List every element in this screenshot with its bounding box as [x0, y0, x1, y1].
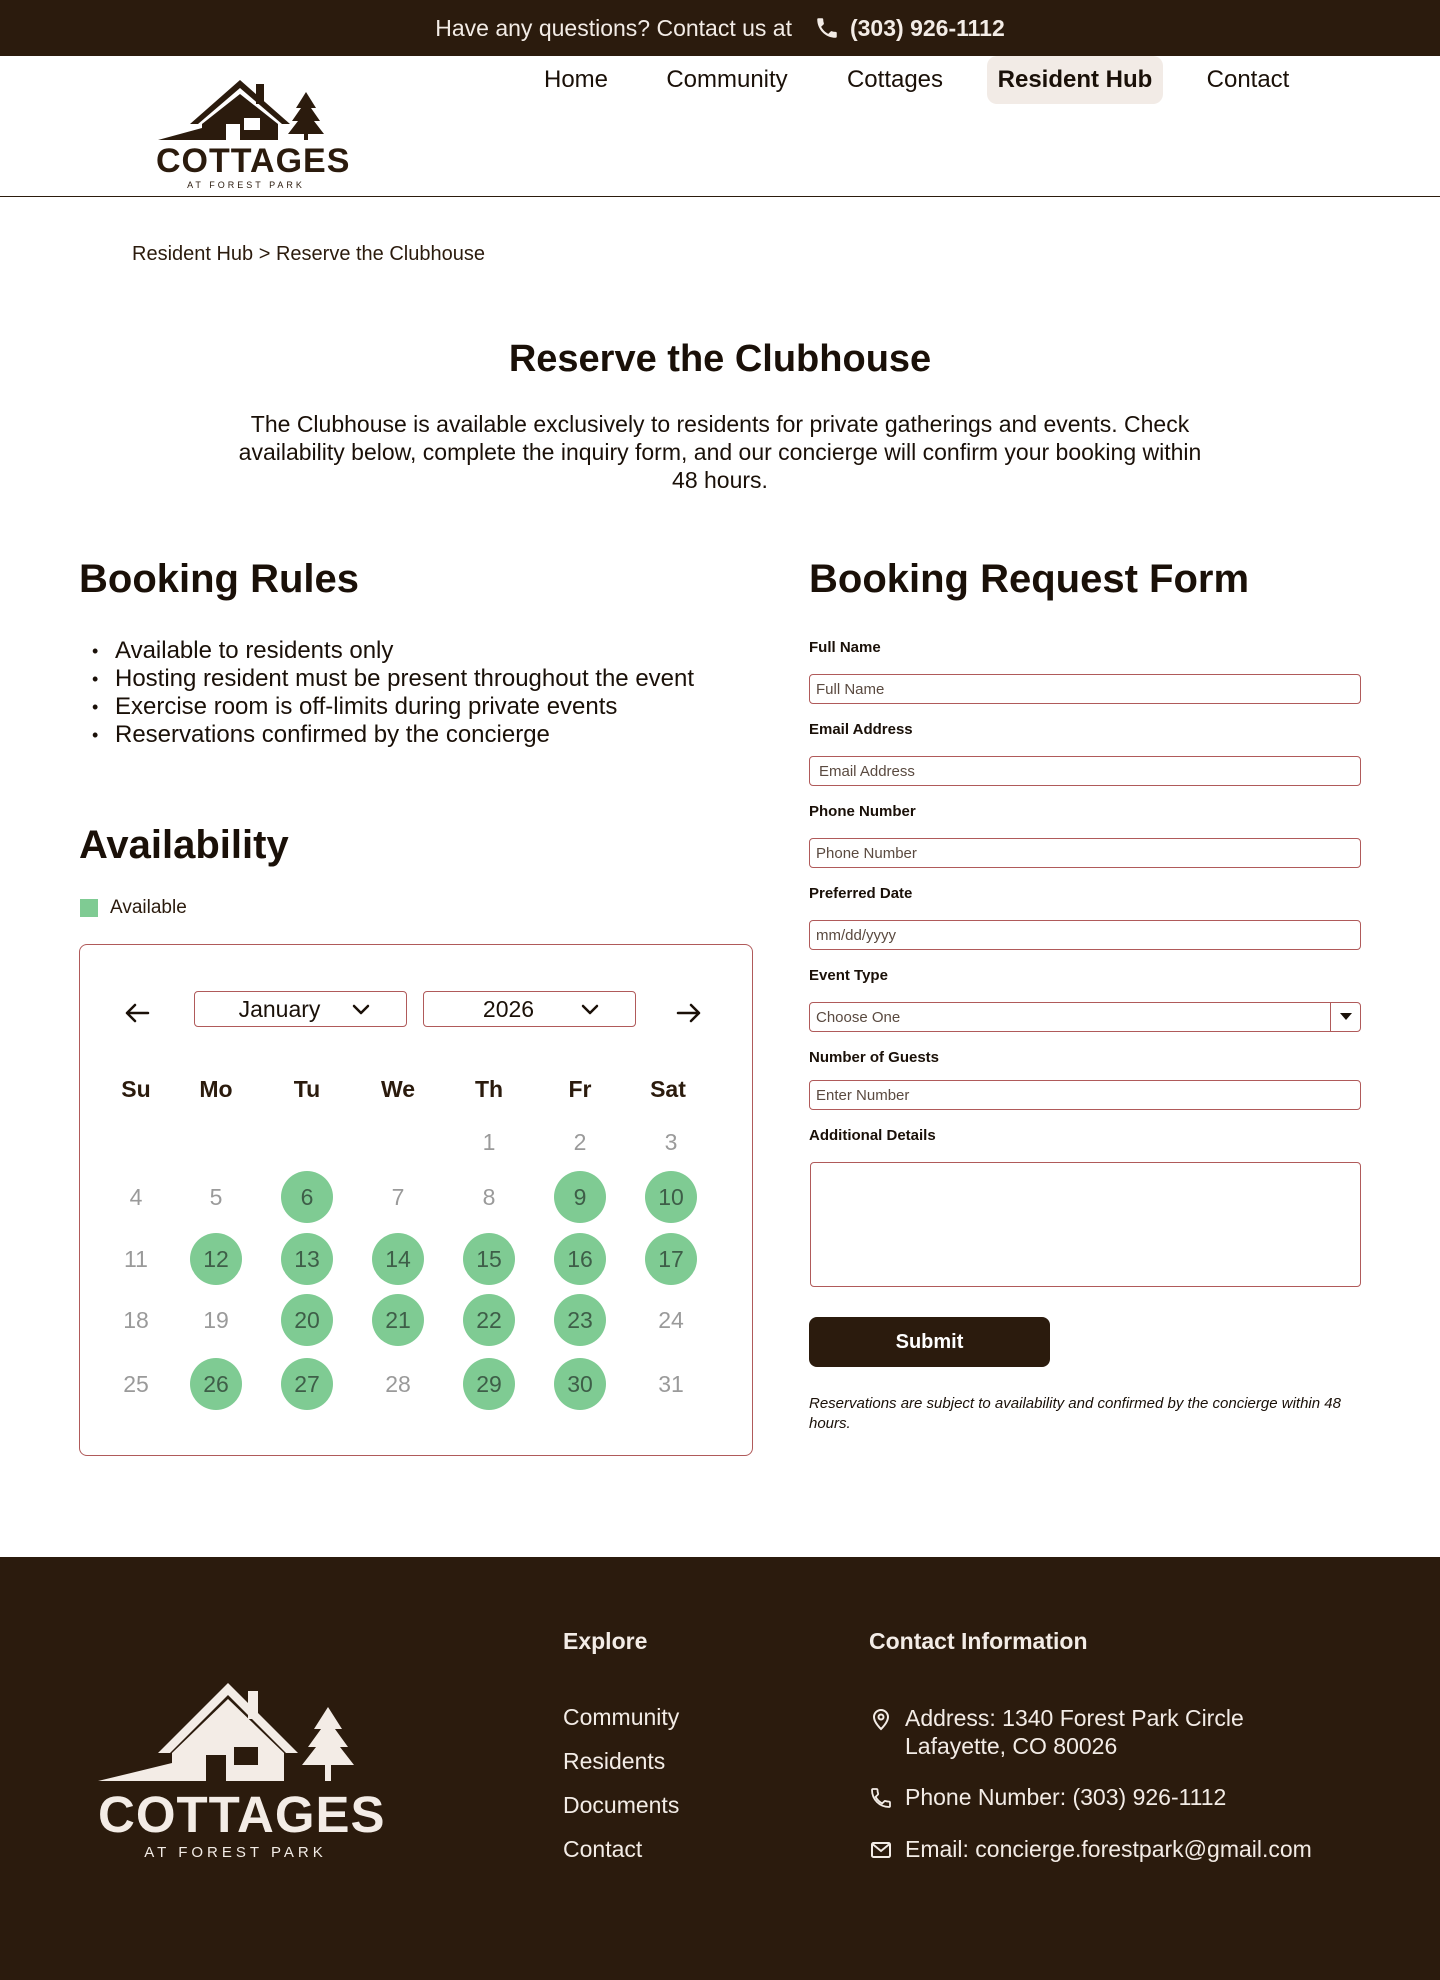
nav-contact[interactable]: Contact [1206, 66, 1290, 93]
footer-phone-text: Phone Number: (303) 926-1112 [905, 1784, 1227, 1810]
footer-contact-heading: Contact Information [869, 1628, 1088, 1654]
weekday-label: Su [121, 1076, 151, 1102]
footer-link-documents[interactable]: Documents [563, 1792, 680, 1818]
footer-logo[interactable] [98, 1677, 386, 1867]
weekday-label: Th [474, 1076, 504, 1102]
details-label: Additional Details [809, 1127, 936, 1144]
event-type-value: Choose One [816, 1008, 901, 1026]
address-line-2: Lafayette, CO 80026 [905, 1733, 1118, 1759]
calendar-day[interactable]: 25 [123, 1370, 149, 1397]
cottage-logo-icon [98, 1677, 373, 1789]
topbar-prompt: Have any questions? Contact us at [435, 14, 792, 41]
legend-label: Available [110, 897, 187, 918]
availability-heading: Availability [79, 823, 289, 867]
footer-link-community[interactable]: Community [563, 1704, 680, 1730]
guests-label: Number of Guests [809, 1049, 940, 1066]
calendar-day-available[interactable]: 14 [372, 1233, 424, 1285]
calendar-day-available[interactable]: 10 [645, 1171, 697, 1223]
phone-icon [814, 15, 840, 41]
footer-link-contact[interactable]: Contact [563, 1836, 643, 1862]
phone-icon [869, 1786, 893, 1810]
year-select-value: 2026 [482, 995, 535, 1022]
mail-icon [869, 1838, 893, 1862]
calendar-day[interactable]: 8 [482, 1183, 496, 1210]
calendar-day[interactable]: 24 [658, 1306, 684, 1333]
calendar-day-available[interactable]: 12 [190, 1233, 242, 1285]
weekday-label: Sat [650, 1076, 686, 1102]
calendar-day-available[interactable]: 22 [463, 1294, 515, 1346]
site-header [0, 56, 1440, 197]
preferred-date-label: Preferred Date [809, 885, 913, 902]
footer-email[interactable] [869, 1835, 1312, 1863]
footer-email-text: Email: concierge.forestpark@gmail.com [905, 1836, 1312, 1862]
full-name-field[interactable]: Full Name [809, 674, 1361, 704]
phone-label: Phone Number [809, 803, 916, 820]
calendar-day-available[interactable]: 30 [554, 1358, 606, 1410]
chevron-down-icon [581, 1002, 599, 1016]
rule-item: • Exercise room is off-limits during private events [80, 693, 694, 721]
weekday-label: Fr [568, 1076, 592, 1102]
month-select-value: January [238, 995, 321, 1022]
booking-rules-list [80, 637, 694, 749]
logo-wordmark: COTTAGES [156, 142, 351, 180]
calendar-day-available[interactable]: 13 [281, 1233, 333, 1285]
calendar-day[interactable]: 5 [209, 1183, 223, 1210]
prev-month-arrow-icon[interactable] [119, 997, 155, 1029]
booking-form-heading: Booking Request Form [809, 557, 1250, 601]
calendar-day-available[interactable]: 9 [554, 1171, 606, 1223]
calendar-day-available[interactable]: 29 [463, 1358, 515, 1410]
calendar-day[interactable]: 2 [573, 1128, 587, 1155]
fine-print: Reservations are subject to availability and confirmed by the concierge within 48 hours. [809, 1395, 1341, 1432]
weekday-label: Tu [293, 1076, 321, 1102]
page-title: Reserve the Clubhouse [508, 338, 932, 380]
calendar-day-available[interactable]: 6 [281, 1171, 333, 1223]
rule-item: • Reservations confirmed by the concierge [80, 721, 694, 749]
chevron-down-icon [352, 1002, 370, 1016]
footer-phone[interactable] [869, 1783, 1226, 1811]
guests-field[interactable]: Enter Number [809, 1080, 1361, 1110]
weekday-label: Mo [199, 1076, 233, 1102]
phone-field[interactable]: Phone Number [809, 838, 1361, 868]
calendar-day[interactable]: 4 [129, 1183, 143, 1210]
site-logo[interactable] [156, 66, 351, 190]
rule-item: • Available to residents only [80, 637, 694, 665]
preferred-date-field[interactable]: mm/dd/yyyy [809, 920, 1361, 950]
calendar-day[interactable]: 19 [203, 1306, 229, 1333]
nav-resident-hub[interactable]: Resident Hub [987, 56, 1163, 104]
submit-button[interactable]: Submit [809, 1317, 1050, 1367]
caret-down-icon [1330, 1003, 1360, 1031]
contact-topbar [0, 0, 1440, 56]
availability-legend [80, 897, 187, 919]
calendar-day-available[interactable]: 20 [281, 1294, 333, 1346]
calendar-day-available[interactable]: 23 [554, 1294, 606, 1346]
legend-swatch [80, 899, 98, 917]
month-select[interactable] [194, 991, 407, 1027]
footer-address [869, 1704, 1244, 1760]
calendar-day[interactable]: 3 [664, 1128, 678, 1155]
map-pin-icon [869, 1707, 893, 1731]
details-textarea[interactable] [810, 1162, 1361, 1287]
email-label: Email Address [809, 721, 913, 738]
topbar-phone-link[interactable]: (303) 926-1112 [849, 14, 1005, 41]
address-line-1: Address: 1340 Forest Park Circle [905, 1705, 1244, 1731]
page-intro: The Clubhouse is available exclusively to residents for private gatherings and events. Check availability below, complete the inquiry form, and our concierge will confirm your booking within 48 hours. [238, 411, 1202, 493]
calendar-day-available[interactable]: 21 [372, 1294, 424, 1346]
calendar-day-available[interactable]: 15 [463, 1233, 515, 1285]
nav-community[interactable]: Community [666, 66, 788, 93]
calendar-day-available[interactable]: 27 [281, 1358, 333, 1410]
booking-rules-heading: Booking Rules [79, 557, 360, 601]
calendar-day-available[interactable]: 26 [190, 1358, 242, 1410]
next-month-arrow-icon[interactable] [671, 997, 707, 1029]
calendar-day[interactable]: 31 [658, 1370, 684, 1397]
availability-calendar [79, 944, 753, 1456]
weekday-label: We [380, 1076, 416, 1102]
calendar-day-available[interactable]: 17 [645, 1233, 697, 1285]
event-type-select[interactable] [809, 1002, 1361, 1032]
footer-logo-wordmark: COTTAGES [98, 1786, 386, 1843]
event-type-label: Event Type [809, 967, 888, 984]
calendar-day[interactable]: 7 [391, 1183, 405, 1210]
footer-link-residents[interactable]: Residents [563, 1748, 666, 1774]
year-select[interactable] [423, 991, 636, 1027]
logo-subtitle: AT FOREST PARK [187, 180, 305, 190]
breadcrumb[interactable]: Resident Hub > Reserve the Clubhouse [132, 243, 485, 265]
calendar-day[interactable]: 18 [123, 1306, 149, 1333]
rule-item: • Hosting resident must be present throughout the event [80, 665, 694, 693]
cottage-logo-icon [156, 66, 336, 144]
email-field[interactable]: Email Address [809, 756, 1361, 786]
nav-home[interactable]: Home [543, 66, 609, 93]
nav-cottages[interactable]: Cottages [846, 66, 944, 93]
footer-logo-subtitle: AT FOREST PARK [144, 1844, 327, 1861]
site-footer [0, 1557, 1440, 1980]
calendar-day[interactable]: 1 [482, 1128, 496, 1155]
full-name-label: Full Name [809, 639, 881, 656]
footer-explore-heading: Explore [563, 1628, 648, 1654]
calendar-day[interactable]: 11 [124, 1245, 148, 1272]
calendar-day[interactable]: 28 [385, 1370, 411, 1397]
calendar-day-available[interactable]: 16 [554, 1233, 606, 1285]
